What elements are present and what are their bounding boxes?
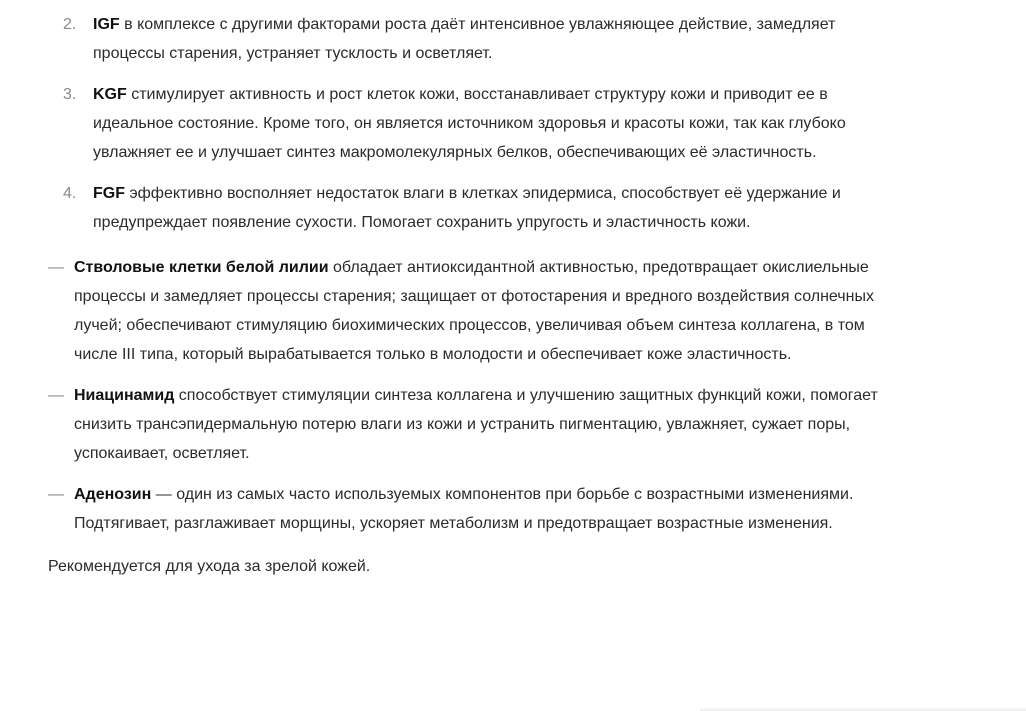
ingredient-term: Стволовые клетки белой лилии [74, 259, 329, 276]
list-number: 4. [63, 185, 77, 202]
ingredient-term: FGF [93, 185, 125, 202]
list-item [48, 10, 888, 68]
ingredients-list [48, 253, 888, 538]
list-dash: — [48, 387, 64, 404]
list-item [48, 480, 888, 538]
ingredient-term: KGF [93, 86, 127, 103]
ingredient-term: Ниацинамид [74, 387, 175, 404]
growth-factors-list [48, 10, 888, 237]
list-item [48, 80, 888, 167]
ingredient-description: стимулирует активность и рост клеток кожи, восстанавливает структуру кожи и приводит ее в идеальное состояние. Кроме того, он является источником здоровья и красоты кожи, так как глубоко увлажняет ее и улучшает синтез макромолекулярных белков, обеспечивающих её эластичность. [93, 86, 846, 161]
list-dash: — [48, 259, 64, 276]
ingredient-term: Аденозин [74, 486, 152, 503]
article-content [48, 10, 888, 581]
ingredient-description: в комплексе с другими факторами роста даёт интенсивное увлажняющее действие, замедляет процессы старения, устраняет тусклость и осветляет. [93, 16, 836, 62]
ingredient-description: обладает антиоксидантной активностью, предотвращает окислиельные процессы и замедляет процессы старения; защищает от фотостарения и вредного воздействия солнечных лучей; обеспечивают стимуляцию биохимических процессов, увеличивая объем синтеза коллагена, в том числе III типа, который вырабатывается только в молодости и обеспечивает коже эластичность. [74, 259, 874, 363]
ingredient-description: эффективно восполняет недостаток влаги в клетках эпидермиса, способствует её удержание и предупреждает появление сухости. Помогает сохранить упругость и эластичность кожи. [93, 185, 841, 231]
list-item [48, 179, 888, 237]
list-dash: — [48, 486, 64, 503]
bottom-shadow-divider [700, 707, 1026, 711]
list-number: 2. [63, 16, 77, 33]
ingredient-description: — один из самых часто используемых компонентов при борьбе с возрастными изменениями. Подтягивает, разглаживает морщины, ускоряет метаболизм и предотвращает возрастные изменения. [74, 486, 854, 532]
list-item [48, 253, 888, 369]
ingredient-term: IGF [93, 16, 120, 33]
list-number: 3. [63, 86, 77, 103]
recommendation-text: Рекомендуется для ухода за зрелой кожей. [48, 558, 371, 575]
ingredient-description: способствует стимуляции синтеза коллагена и улучшению защитных функций кожи, помогает снизить трансэпидермальную потерю влаги из кожи и устранить пигментацию, увлажняет, сужает поры, успокаивает, осветляет. [74, 387, 878, 462]
list-item [48, 381, 888, 468]
